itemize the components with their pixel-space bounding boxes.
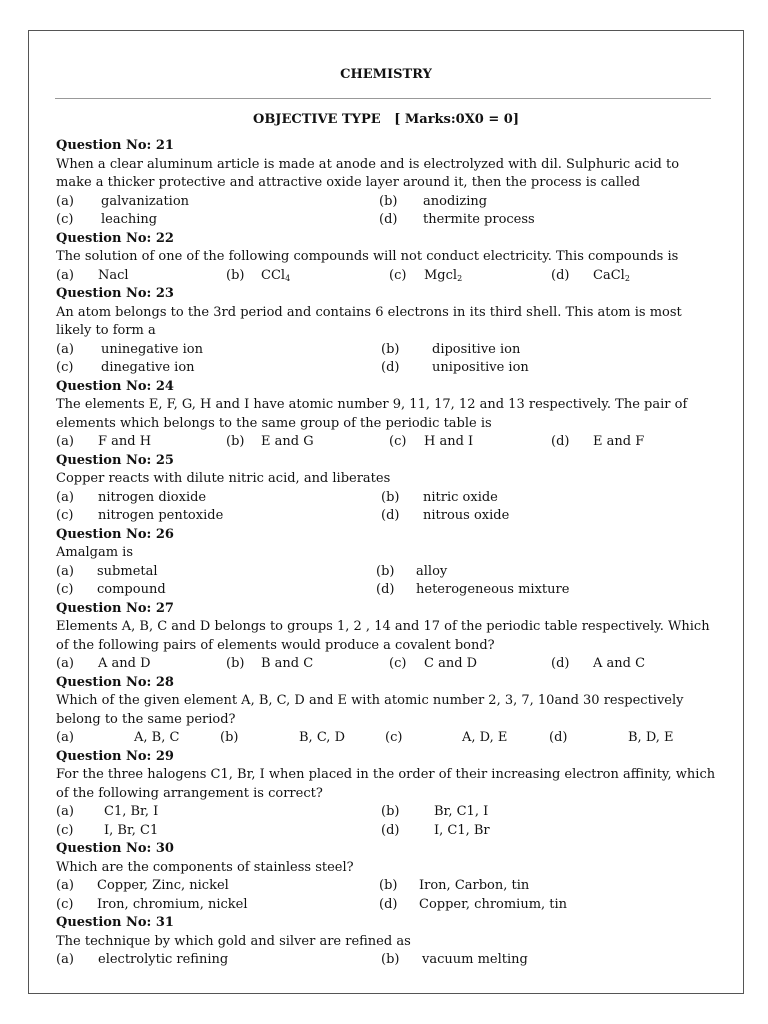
option-text: [261, 655, 313, 674]
option-row: [56, 729, 716, 748]
option-row: [56, 341, 716, 360]
option-text-main: H and I: [424, 434, 474, 449]
option-label: (d): [376, 582, 395, 597]
question-block: [56, 674, 716, 748]
option-text-main: B, C, D: [299, 730, 345, 745]
option-text-main: I, C1, Br: [434, 822, 490, 838]
option-text-main: unipositive ion: [432, 360, 529, 375]
option-label: (a): [56, 804, 74, 819]
option-text-main: C1, Br, I: [104, 804, 159, 819]
option-label: (b): [220, 730, 239, 745]
question-block: [56, 526, 716, 600]
option-text: [593, 267, 630, 289]
option-text-main: A, B, C: [134, 730, 180, 745]
option-label: (a): [56, 952, 74, 967]
option-label: (a): [56, 489, 74, 505]
option-label: (c): [56, 212, 74, 227]
option-text-main: Copper, Zinc, nickel: [97, 878, 229, 893]
option-text-main: Mgcl: [424, 267, 458, 283]
option-text: [424, 267, 462, 289]
question-text: The technique by which gold and silver are refined as: [56, 933, 411, 949]
question-number: Question No: 28: [56, 674, 174, 690]
option-label: (a): [56, 434, 74, 449]
option-label: (d): [551, 656, 570, 671]
option-text-main: nitrous oxide: [423, 508, 510, 523]
option-label: (d): [551, 434, 570, 449]
option-label: (a): [56, 563, 74, 579]
option-text-main: Br, C1, I: [434, 804, 489, 819]
option-label: (b): [381, 804, 400, 819]
option-text: [104, 803, 158, 822]
option-label: (d): [549, 730, 568, 745]
option-text: [101, 341, 203, 360]
question-text: The elements E, F, G, H and I have atomic number 9, 11, 17, 12 and 13 respectively. The pair of elements which belongs to the same group of the periodic table is: [56, 397, 688, 431]
option-text: [98, 507, 223, 526]
option-label: (d): [381, 360, 400, 375]
option-row: [56, 877, 716, 896]
option-row: [56, 951, 716, 970]
option-text-main: F and H: [98, 434, 152, 449]
option-label: (a): [56, 656, 74, 671]
option-text: [97, 581, 166, 600]
option-text: [423, 193, 487, 212]
option-label: (b): [379, 193, 398, 209]
option-text-main: A, D, E: [462, 730, 508, 745]
option-text-main: galvanization: [101, 193, 190, 209]
option-text-main: nitrogen dioxide: [98, 489, 207, 505]
option-label: (b): [226, 267, 245, 283]
option-text: [104, 822, 158, 841]
option-row: [56, 359, 716, 378]
question-number: Question No: 22: [56, 230, 174, 246]
option-text-main: CCl: [261, 267, 286, 283]
option-text: [434, 822, 490, 841]
option-text: [423, 489, 498, 508]
option-text-main: uninegative ion: [101, 341, 203, 357]
option-label: (d): [379, 212, 398, 227]
question-number: Question No: 31: [56, 915, 174, 930]
option-text-main: submetal: [97, 563, 158, 579]
option-label: (a): [56, 193, 74, 209]
option-row: [56, 489, 716, 508]
option-text: [299, 729, 345, 748]
question-block: [56, 840, 716, 914]
option-label: (b): [381, 489, 400, 505]
option-text: [134, 729, 179, 748]
option-text: [97, 896, 248, 915]
option-label: (b): [381, 341, 400, 357]
question-list: [56, 137, 716, 970]
option-text: [424, 655, 477, 674]
option-text: [422, 951, 528, 970]
option-text-main: dipositive ion: [432, 341, 521, 357]
option-row: [56, 193, 716, 212]
option-row: [56, 267, 716, 286]
option-label: (b): [381, 952, 400, 967]
option-text: [593, 433, 644, 452]
option-text-main: C and D: [424, 656, 478, 671]
question-number: Question No: 29: [56, 748, 174, 764]
subscript: 4: [285, 273, 291, 283]
subscript: 2: [457, 273, 463, 283]
option-text-main: anodizing: [423, 193, 488, 209]
option-text-main: Copper, chromium, tin: [419, 896, 568, 912]
option-label: (a): [56, 267, 74, 283]
option-text: [261, 433, 314, 452]
option-text-main: leaching: [101, 212, 158, 227]
option-label: (c): [389, 267, 407, 283]
option-text: [98, 489, 206, 508]
option-text-main: alloy: [416, 563, 448, 579]
section-subtitle: OBJECTIVE TYPE [ Marks:0X0 = 0]: [253, 112, 519, 127]
option-row: [56, 507, 716, 526]
question-block: [56, 452, 716, 526]
question-text: Which of the given element A, B, C, D and E with atomic number 2, 3, 7, 10and 30 respectively belong to the same period?: [56, 693, 684, 727]
option-label: (a): [56, 730, 74, 745]
option-text-main: nitrogen pentoxide: [98, 508, 224, 523]
option-text: [98, 433, 151, 452]
option-text: [423, 211, 535, 230]
question-number: Question No: 30: [56, 841, 174, 856]
option-row: [56, 433, 716, 452]
option-label: (a): [56, 878, 74, 893]
option-text-main: I, Br, C1: [104, 822, 159, 838]
question-number: Question No: 24: [56, 378, 174, 394]
question-number: Question No: 25: [56, 452, 174, 468]
option-text-main: dinegative ion: [101, 360, 195, 375]
question-text: An atom belongs to the 3rd period and contains 6 electrons in its third shell. This atom is most likely to form a: [56, 304, 682, 338]
option-text-main: A and C: [593, 656, 646, 671]
question-text: Amalgam is: [56, 545, 133, 560]
option-text: [101, 211, 157, 230]
option-row: [56, 803, 716, 822]
option-text-main: Nacl: [98, 267, 129, 283]
option-label: (c): [389, 434, 407, 449]
option-text-main: heterogeneous mixture: [416, 582, 570, 597]
option-text: [97, 877, 229, 896]
option-row: [56, 655, 716, 674]
option-text: [101, 193, 189, 212]
option-text: [424, 433, 473, 452]
option-row: [56, 581, 716, 600]
question-block: [56, 378, 716, 452]
question-number: Question No: 26: [56, 526, 174, 542]
option-label: (d): [379, 896, 398, 912]
option-text: [416, 581, 569, 600]
question-block: [56, 748, 716, 841]
question-block: [56, 230, 716, 286]
option-text-main: nitric oxide: [423, 489, 498, 505]
option-text: [101, 359, 195, 378]
question-block: [56, 137, 716, 230]
option-text-main: E and F: [593, 434, 645, 449]
question-text: For the three halogens C1, Br, I when placed in the order of their increasing electron affinity, which of the following arrangement is correct?: [56, 767, 716, 801]
option-text-main: A and D: [98, 656, 151, 671]
question-block: [56, 914, 716, 970]
option-row: [56, 563, 716, 582]
option-text: [432, 341, 520, 360]
option-label: (c): [56, 896, 74, 912]
question-text: Elements A, B, C and D belongs to groups 1, 2 , 14 and 17 of the periodic table respectively. Which of the following pairs of elements would produce a covalent bond?: [56, 619, 710, 653]
option-label: (c): [56, 360, 74, 375]
subscript: 2: [624, 273, 630, 283]
option-text-main: electrolytic refining: [98, 952, 229, 967]
option-text: [593, 655, 645, 674]
option-text: [432, 359, 529, 378]
option-text: [261, 267, 290, 289]
option-row: [56, 896, 716, 915]
option-text-main: E and G: [261, 434, 314, 449]
option-label: (d): [551, 267, 570, 283]
option-label: (c): [56, 822, 74, 838]
option-text: [98, 267, 129, 286]
option-text: [98, 951, 228, 970]
option-label: (a): [56, 341, 74, 357]
option-text: [462, 729, 507, 748]
question-text: Copper reacts with dilute nitric acid, and liberates: [56, 471, 391, 486]
option-label: (c): [56, 582, 74, 597]
option-label: (c): [385, 730, 403, 745]
option-text-main: B and C: [261, 656, 314, 671]
option-label: (b): [379, 878, 398, 893]
page-title: CHEMISTRY: [340, 67, 432, 82]
option-text-main: B, D, E: [628, 730, 674, 745]
option-label: (b): [226, 656, 245, 671]
question-number: Question No: 27: [56, 600, 174, 616]
option-row: [56, 211, 716, 230]
option-text-main: CaCl: [593, 267, 625, 283]
option-text-main: vacuum melting: [422, 952, 528, 967]
option-text: [98, 655, 151, 674]
option-label: (d): [381, 822, 400, 838]
question-text: When a clear aluminum article is made at anode and is electrolyzed with dil. Sulphuric acid to make a thicker protective and attractive oxide layer around it, then the process is called: [56, 156, 680, 190]
option-label: (b): [226, 434, 245, 449]
exam-page: [28, 30, 744, 994]
question-text: The solution of one of the following compounds will not conduct electricity. This compounds is: [56, 249, 679, 264]
option-text-main: Iron, Carbon, tin: [419, 878, 530, 893]
option-text: [97, 563, 158, 582]
option-label: (d): [381, 508, 400, 523]
option-text: [628, 729, 674, 748]
option-text: [434, 803, 488, 822]
option-label: (b): [376, 563, 395, 579]
option-text: [416, 563, 447, 582]
option-label: (c): [389, 656, 407, 671]
option-text-main: thermite process: [423, 212, 535, 227]
title-divider: [55, 98, 711, 99]
option-text: [419, 896, 567, 915]
option-label: (c): [56, 508, 74, 523]
question-block: [56, 285, 716, 378]
question-text: Which are the components of stainless steel?: [56, 859, 354, 875]
option-row: [56, 822, 716, 841]
option-text: [423, 507, 509, 526]
question-block: [56, 600, 716, 674]
option-text: [419, 877, 529, 896]
option-text-main: Iron, chromium, nickel: [97, 896, 248, 912]
option-text-main: compound: [97, 582, 166, 597]
question-number: Question No: 23: [56, 286, 174, 301]
question-number: Question No: 21: [56, 138, 174, 153]
